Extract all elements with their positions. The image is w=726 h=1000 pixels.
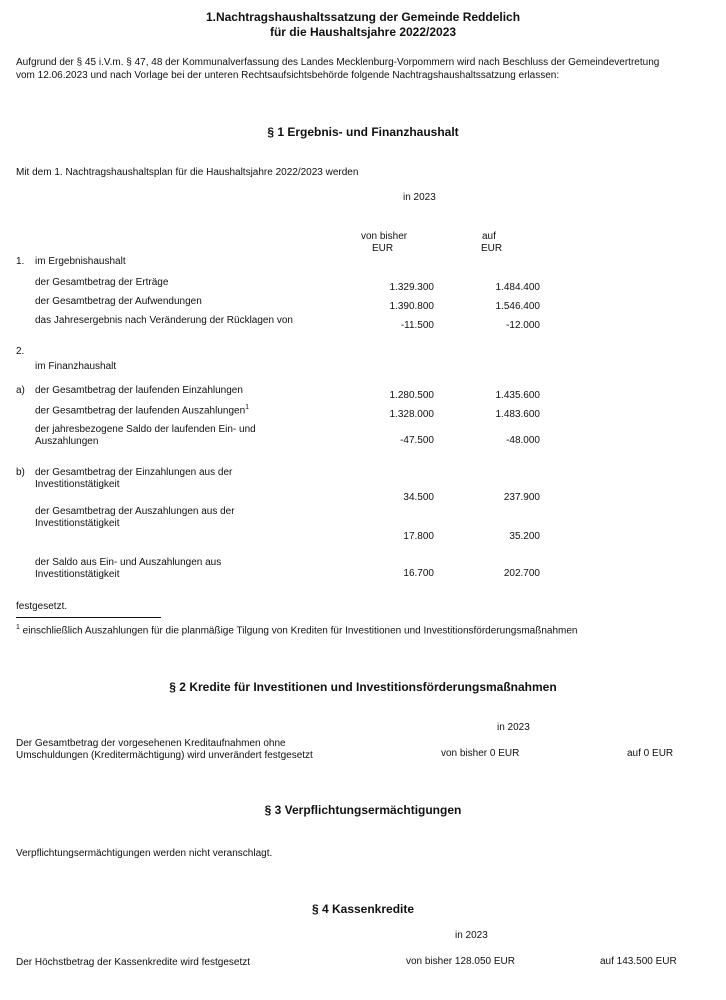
row-lfd-einzahlungen-label: der Gesamtbetrag der laufenden Einzahlungen: [35, 385, 243, 396]
row-ertraege-label: der Gesamtbetrag der Erträge: [35, 277, 169, 288]
column-header-auf: auf: [482, 231, 496, 242]
section4-year: in 2023: [455, 930, 488, 941]
row-saldo-lfd-label-line1: der jahresbezogene Saldo der laufenden Ein- und: [35, 424, 256, 435]
subsection-a-marker: a): [16, 385, 25, 396]
row-jahresergebnis-auf: -12.000: [506, 320, 540, 331]
row-lfd-auszahlungen-text: der Gesamtbetrag der laufenden Auszahlungen: [35, 405, 246, 417]
festgesetzt-text: festgesetzt.: [16, 601, 68, 612]
section3-text: Verpflichtungsermächtigungen werden nicht veranschlagt.: [16, 848, 273, 859]
row-inv-einzahlungen-auf: 237.900: [503, 492, 540, 503]
footnote-divider: [16, 617, 161, 618]
row-saldo-lfd-label-line2: Auszahlungen: [35, 436, 99, 447]
row-inv-auszahlungen-label-line2: Investitionstätigkeit: [35, 518, 120, 529]
section4-text: Der Höchstbetrag der Kassenkredite wird festgesetzt: [16, 957, 250, 968]
section1-year: in 2023: [403, 192, 436, 203]
column-currency-bisher: EUR: [372, 243, 394, 254]
section2-text-line1: Der Gesamtbetrag der vorgesehenen Kreditaufnahmen ohne: [16, 738, 286, 749]
section1-item1-label: im Ergebnishaushalt: [35, 256, 126, 267]
intro-line1: Aufgrund der § 45 i.V.m. § 47, 48 der Kommunalverfassung des Landes Mecklenburg-Vorpommern wird nach Beschluss der Gemeindevertretung: [16, 57, 660, 68]
subsection-b-marker: b): [16, 467, 25, 478]
row-inv-auszahlungen-bisher: 17.800: [403, 531, 434, 542]
document-title-line1: 1.Nachtragshaushaltssatzung der Gemeinde Reddelich: [205, 10, 521, 24]
row-lfd-auszahlungen-label: [35, 404, 249, 416]
footnote-mark: 1: [16, 624, 20, 631]
section2-heading: § 2 Kredite für Investitionen und Investitionsförderungsmaßnahmen: [169, 680, 557, 694]
column-currency-auf: EUR: [481, 243, 503, 254]
row-jahresergebnis-label: das Jahresergebnis nach Veränderung der Rücklagen von: [35, 315, 293, 326]
intro-line2: vom 12.06.2023 und nach Vorlage bei der unteren Rechtsaufsichtsbehörde folgende Nachtragshaushaltssatzung erlassen:: [16, 70, 560, 81]
row-inv-saldo-label-line1: der Saldo aus Ein- und Auszahlungen aus: [35, 557, 222, 568]
row-ertraege-bisher: 1.329.300: [389, 282, 434, 293]
row-aufwendungen-label: der Gesamtbetrag der Aufwendungen: [35, 296, 202, 307]
section2-text-line2: Umschuldungen (Kreditermächtigung) wird unverändert festgesetzt: [16, 750, 313, 761]
row-inv-auszahlungen-label-line1: der Gesamtbetrag der Auszahlungen aus der: [35, 506, 235, 517]
footnote: [16, 624, 577, 636]
section3-heading: § 3 Verpflichtungsermächtigungen: [264, 803, 462, 817]
row-inv-saldo-auf: 202.700: [503, 568, 540, 579]
row-saldo-lfd-auf: -48.000: [506, 435, 540, 446]
row-lfd-auszahlungen-auf: 1.483.600: [495, 409, 540, 420]
section1-heading: § 1 Ergebnis- und Finanzhaushalt: [267, 125, 459, 139]
row-lfd-einzahlungen-auf: 1.435.600: [495, 390, 540, 401]
section2-auf: auf 0 EUR: [627, 748, 674, 759]
footnote-text: einschließlich Auszahlungen für die planmäßige Tilgung von Krediten für Investitionen und Investitionsförderungsmaßnahmen: [19, 625, 578, 637]
column-header-bisher: von bisher: [361, 231, 408, 242]
section2-year: in 2023: [497, 722, 530, 733]
section1-intro: Mit dem 1. Nachtragshaushaltsplan für die Haushaltsjahre 2022/2023 werden: [16, 167, 359, 178]
row-inv-einzahlungen-label-line1: der Gesamtbetrag der Einzahlungen aus der: [35, 467, 233, 478]
row-aufwendungen-bisher: 1.390.800: [389, 301, 434, 312]
section1-item2-label: im Finanzhaushalt: [35, 361, 117, 372]
section4-auf: auf 143.500 EUR: [600, 956, 677, 967]
row-inv-auszahlungen-auf: 35.200: [509, 531, 540, 542]
row-jahresergebnis-bisher: -11.500: [400, 320, 434, 331]
row-inv-saldo-bisher: 16.700: [403, 568, 434, 579]
section4-heading: § 4 Kassenkredite: [311, 902, 415, 916]
row-lfd-auszahlungen-bisher: 1.328.000: [389, 409, 434, 420]
row-inv-einzahlungen-bisher: 34.500: [403, 492, 434, 503]
document-title-line2: für die Haushaltsjahre 2022/2023: [269, 25, 457, 39]
section1-item1-number: 1.: [16, 256, 25, 267]
row-ertraege-auf: 1.484.400: [495, 282, 540, 293]
footnote-reference: 1: [245, 404, 250, 411]
row-inv-saldo-label-line2: Investitionstätigkeit: [35, 569, 120, 580]
row-aufwendungen-auf: 1.546.400: [495, 301, 540, 312]
section4-bisher: von bisher 128.050 EUR: [406, 956, 515, 967]
section2-bisher: von bisher 0 EUR: [441, 748, 520, 759]
row-inv-einzahlungen-label-line2: Investitionstätigkeit: [35, 479, 120, 490]
row-lfd-einzahlungen-bisher: 1.280.500: [389, 390, 434, 401]
row-saldo-lfd-bisher: -47.500: [400, 435, 434, 446]
section1-item2-number: 2.: [16, 346, 25, 357]
